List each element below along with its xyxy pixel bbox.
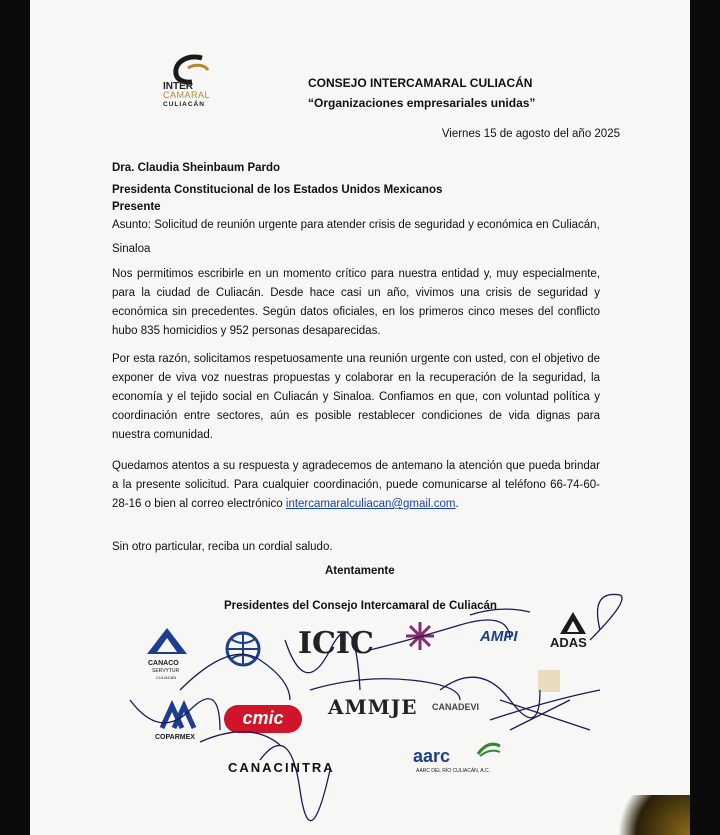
body-paragraph-1: Nos permitimos escribirle en un momento crítico para nuestra entidad y, muy especialmente, para la ciudad de Culiacán. Desde hace casi un año, vivimos una crisis de seguridad y económica sin precedentes. Según datos oficiales, en los primeros cinco meses del conflicto hubo 835 homicidios y 952 personas desaparecidas. [112, 268, 600, 337]
ampi-logo: AMPI [480, 628, 518, 645]
star-emblem-logo [400, 618, 440, 654]
cmic-logo [224, 705, 302, 733]
canaco-name: CANACO [148, 660, 179, 667]
ammje-logo: AMMJE [328, 695, 418, 719]
cmic-name: cmic [242, 708, 284, 728]
canaco-city: CULIACÁN [156, 675, 177, 680]
letterhead-title: CONSEJO INTERCAMARAL CULIACÁN [308, 76, 533, 90]
corner-glow [610, 795, 690, 835]
icic-logo: ICIC [298, 626, 374, 661]
recipient-title: Presidenta Constitucional de los Estados Unidos Mexicanos [112, 184, 443, 196]
recipient-presente: Presente [112, 201, 161, 213]
emblem-square-logo [538, 670, 560, 692]
email-link[interactable]: intercamaralculiacan@gmail.com [285, 498, 456, 510]
letter-page [30, 0, 690, 835]
subject-line1: Asunto: Solicitud de reunión urgente para atender crisis de seguridad y económica en Culiacán, [112, 219, 600, 231]
logo-line3: CULIACÁN [163, 101, 205, 108]
aarc-name: aarc [413, 746, 451, 766]
adas-name: ADAS [550, 635, 587, 650]
closing-line: Sin otro particular, reciba un cordial saludo. [112, 541, 333, 553]
atentamente: Atentamente [325, 565, 395, 577]
presidents-caption: Presidentes del Consejo Intercamaral de Culiacán [224, 600, 497, 612]
coparmex-name: COPARMEX [155, 734, 195, 741]
body-paragraph-3 [112, 457, 600, 514]
canacintra-logo: CANACINTRA [228, 760, 335, 775]
canadevi-logo: CANADEVI [432, 702, 480, 712]
subject-line2: Sinaloa [112, 243, 151, 255]
letter-date: Viernes 15 de agosto del año 2025 [441, 128, 620, 140]
recipient-name: Dra. Claudia Sheinbaum Pardo [112, 162, 281, 174]
logo-line1: INTER [163, 81, 193, 92]
aarc-sub: AARC DEL RÍO CULIACÁN, A.C. [416, 768, 490, 774]
canaco-sub: SERVYTUR [152, 668, 180, 674]
logo-line2: CAMARAL [163, 90, 211, 100]
body-paragraph-2: Por esta razón, solicitamos respetuosamente una reunión urgente con usted, con el objetivo de exponer de viva voz nuestras propuestas y colaborar en la recuperación de la seguridad, la economía y el tejido social en Culiacán y Sinaloa. Confiamos en que, con voluntad política y coordinación entre sectores, aún es posible restablecer condiciones de vida dignas para nuestra comunidad. [112, 353, 600, 441]
body-paragraph-3-text: Quedamos atentos a su respuesta y agradecemos de antemano la atención que pueda brindar a la presente solicitud. Para cualquier coordinación, puede comunicarse al teléfono 66-74-60-28-16 o bien al correo electrónico [112, 460, 600, 510]
logo-wordmark [163, 82, 210, 109]
body-paragraph-3-end: . [455, 498, 459, 510]
letterhead-subtitle: “Organizaciones empresariales unidas” [308, 96, 536, 110]
